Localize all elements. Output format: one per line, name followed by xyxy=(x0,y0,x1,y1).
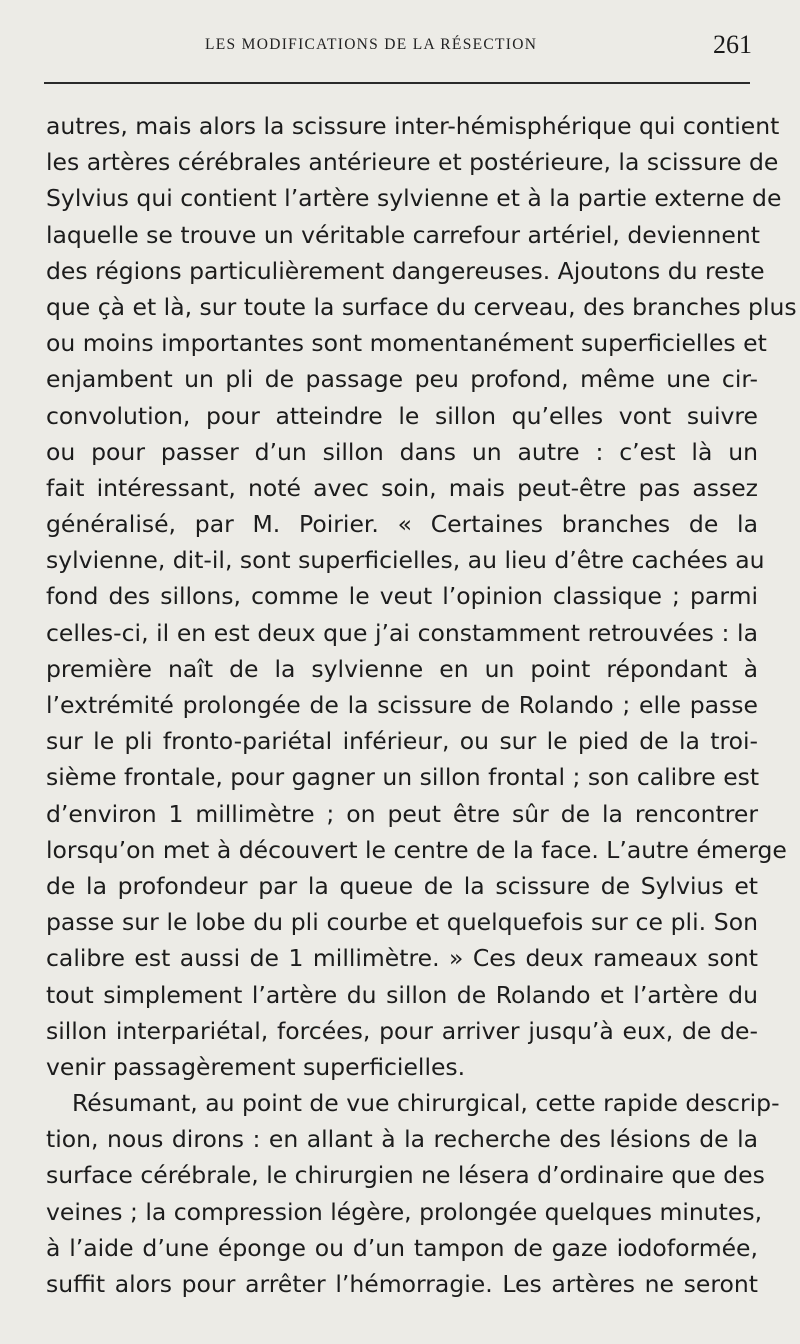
text-line: lorsqu’on met à découvert le centre de la face. L’autre émerge xyxy=(46,835,787,864)
text-line: à l’aide d’une éponge ou d’un tampon de gaze iodoformée, xyxy=(46,1233,758,1262)
paragraph-first-line: Résumant, au point de vue chirurgical, cette rapide descrip- xyxy=(72,1089,780,1118)
text-line: laquelle se trouve un véritable carrefour artériel, deviennent xyxy=(46,220,760,249)
text-line: tion, nous dirons : en allant à la recherche des lésions de la xyxy=(46,1125,758,1154)
text-line: calibre est aussi de 1 millimètre. » Ces deux rameaux sont xyxy=(46,944,758,973)
text-line: que çà et là, sur toute la surface du cerveau, des branches plus xyxy=(46,292,797,321)
running-header-title: LES MODIFICATIONS DE LA RÉSECTION xyxy=(205,36,538,53)
header-rule xyxy=(44,82,750,84)
text-line: tout simplement l’artère du sillon de Rolando et l’artère du xyxy=(46,980,758,1009)
text-line: surface cérébrale, le chirurgien ne lésera d’ordinaire que des xyxy=(46,1161,765,1190)
text-line: fait intéressant, noté avec soin, mais peut-être pas assez xyxy=(46,473,758,502)
text-line: veines ; la compression légère, prolongée quelques minutes, xyxy=(46,1197,763,1226)
text-line: des régions particulièrement dangereuses. Ajoutons du reste xyxy=(46,256,765,285)
text-line: Sylvius qui contient l’artère sylvienne et à la partie externe de xyxy=(46,184,782,213)
text-line: enjambent un pli de passage peu profond, même une cir- xyxy=(46,365,758,394)
text-line: l’extrémité prolongée de la scissure de Rolando ; elle passe xyxy=(46,691,758,719)
text-line: passe sur le lobe du pli courbe et quelquefois sur ce pli. Son xyxy=(46,908,758,937)
page-number: 261 xyxy=(713,30,752,59)
text-line: suffit alors pour arrêter l’hémorragie. Les artères ne seront xyxy=(46,1270,758,1298)
text-line: de la profondeur par la queue de la scissure de Sylvius et xyxy=(46,871,758,900)
text-line: les artères cérébrales antérieure et postérieure, la scissure de xyxy=(46,148,779,177)
body-text xyxy=(46,108,797,1302)
text-line: fond des sillons, comme le veut l’opinion classique ; parmi xyxy=(46,582,758,611)
text-line: venir passagèrement superficielles. xyxy=(46,1052,466,1081)
text-line: sillon interpariétal, forcées, pour arriver jusqu’à eux, de de- xyxy=(46,1016,758,1045)
text-line: sième frontale, pour gagner un sillon frontal ; son calibre est xyxy=(46,763,760,792)
text-line: sur le pli fronto-pariétal inférieur, ou sur le pied de la troi- xyxy=(46,727,758,756)
text-line: d’environ 1 millimètre ; on peut être sûr de la rencontrer xyxy=(46,799,758,828)
text-line: première naît de la sylvienne en un point répondant à xyxy=(46,654,758,683)
text-line: autres, mais alors la scissure inter-hémisphérique qui contient xyxy=(46,112,780,140)
text-line: généralisé, par M. Poirier. « Certaines branches de la xyxy=(46,510,758,539)
text-line: ou pour passer d’un sillon dans un autre : c’est là un xyxy=(46,437,758,466)
text-line: celles-ci, il en est deux que j’ai constamment retrouvées : la xyxy=(46,618,758,647)
text-line: sylvienne, dit-il, sont superficielles, au lieu d’être cachées au xyxy=(46,546,765,575)
text-line: convolution, pour atteindre le sillon qu’elles vont suivre xyxy=(46,401,758,430)
text-line: ou moins importantes sont momentanément superficielles et xyxy=(46,329,767,358)
